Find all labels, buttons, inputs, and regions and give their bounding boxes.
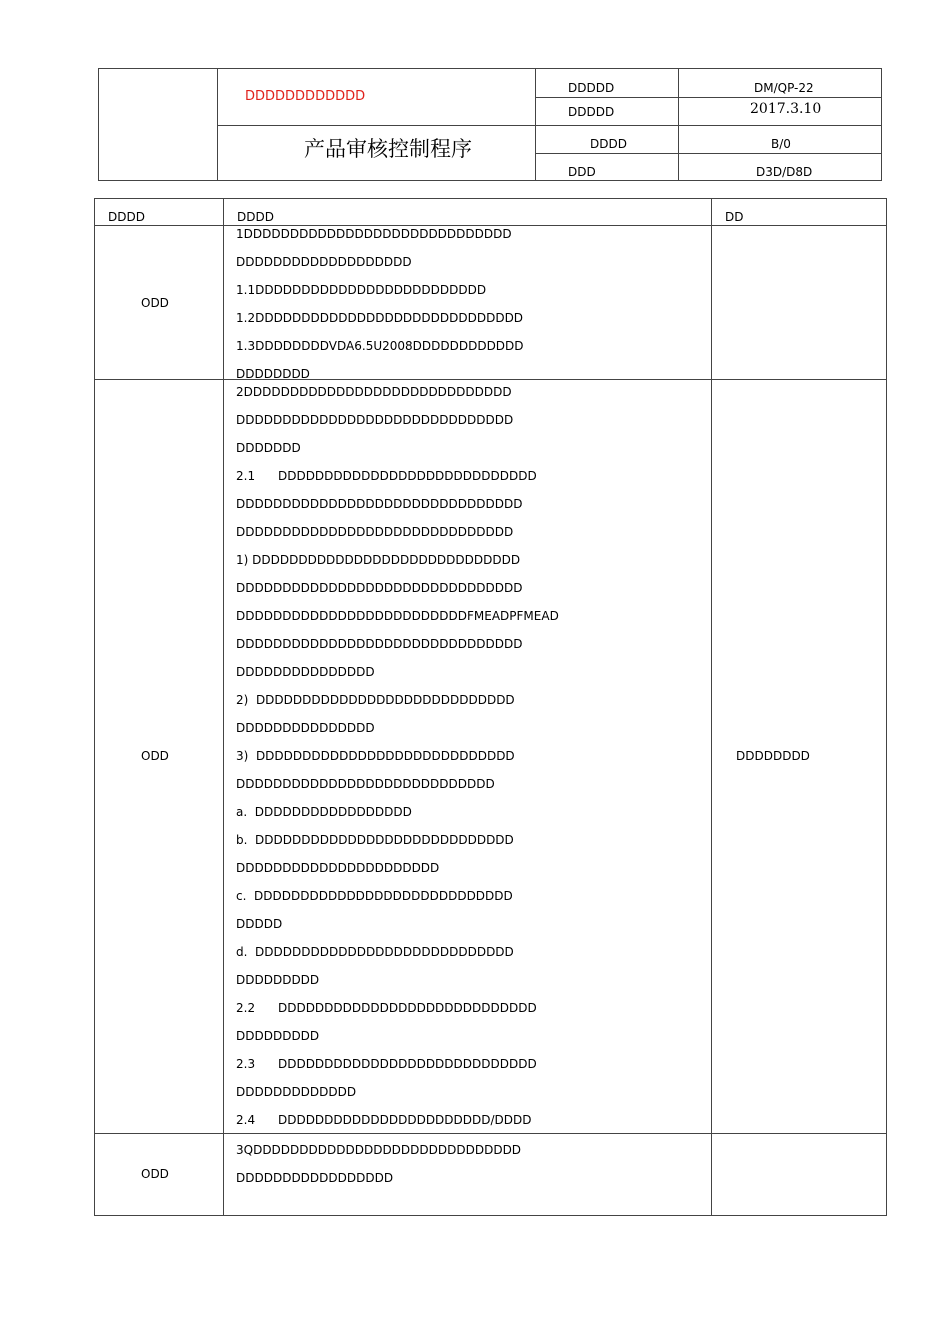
text-line: d. DDDDDDDDDDDDDDDDDDDDDDDDDDDD xyxy=(236,945,514,959)
text-line: DDDDDDDDDDDDDDDDDDDDDDDDDDDDDD xyxy=(236,413,514,427)
issue-date-label: DDDDD xyxy=(568,105,615,119)
text-line: DDDDDDD xyxy=(236,441,301,455)
issue-date-value: 2017.3.10 xyxy=(750,101,822,117)
row-2-note: DDDDDDDD xyxy=(736,749,810,763)
page-value: D3D/D8D xyxy=(756,165,813,179)
text-line: 3QDDDDDDDDDDDDDDDDDDDDDDDDDDDDD xyxy=(236,1143,522,1157)
company-name: DDDDDDDDDDDD xyxy=(245,89,366,104)
text-line: DDDDDDDDDDDDDDDDD xyxy=(236,1171,394,1185)
header-table xyxy=(98,68,882,181)
text-line: DDDDDDDDDDDDDDDDDDDDDD xyxy=(236,861,440,875)
text-line: c. DDDDDDDDDDDDDDDDDDDDDDDDDDDD xyxy=(236,889,513,903)
text-line: 2.1 DDDDDDDDDDDDDDDDDDDDDDDDDDDD xyxy=(236,469,537,483)
column-header-content: DDDD xyxy=(237,210,274,224)
text-line: DDDDDDDDD xyxy=(236,1029,320,1043)
text-line: DDDDDDDDDDDDDDDDDDDDDDDDDDDD xyxy=(236,777,495,791)
column-header-note: DD xyxy=(725,210,744,224)
text-line: DDDDDDDDDDDDDDDDDDDDDDDDDDDDDDD xyxy=(236,637,523,651)
row-3-stage: ODD xyxy=(141,1167,169,1181)
text-line: 1.3DDDDDDDDVDA6.5U2008DDDDDDDDDDDD xyxy=(236,339,524,353)
doc-number-label: DDDDD xyxy=(568,81,615,95)
row-2-content xyxy=(236,378,706,1132)
version-label: DDDD xyxy=(590,137,627,151)
version-value: B/0 xyxy=(771,137,791,151)
text-line: DDDDDDDDDDDDDDDDDDDDDDDDDDDDDDD xyxy=(236,497,523,511)
text-line: 2DDDDDDDDDDDDDDDDDDDDDDDDDDDDD xyxy=(236,385,512,399)
text-line: 2.4 DDDDDDDDDDDDDDDDDDDDDDD/DDDD xyxy=(236,1113,532,1127)
row-2-stage: ODD xyxy=(141,749,169,763)
text-line: 3) DDDDDDDDDDDDDDDDDDDDDDDDDDDD xyxy=(236,749,515,763)
text-line: DDDDDDDD xyxy=(236,367,310,378)
row-3-content xyxy=(236,1136,706,1212)
text-line: DDDDDDDDDDDDDDD xyxy=(236,665,375,679)
row-1-stage: ODD xyxy=(141,296,169,310)
doc-number-value: DM/QP-22 xyxy=(754,81,814,95)
text-line: DDDDDDDDDDDDDDDDDDD xyxy=(236,255,412,269)
text-line: DDDDDDDDD xyxy=(236,973,320,987)
text-line: 1) DDDDDDDDDDDDDDDDDDDDDDDDDDDDD xyxy=(236,553,521,567)
row-1-content xyxy=(236,220,706,378)
text-line: b. DDDDDDDDDDDDDDDDDDDDDDDDDDDD xyxy=(236,833,514,847)
text-line: 1.1DDDDDDDDDDDDDDDDDDDDDDDDD xyxy=(236,283,487,297)
text-line: DDDDDDDDDDDDD xyxy=(236,1085,357,1099)
text-line: 1DDDDDDDDDDDDDDDDDDDDDDDDDDDDD xyxy=(236,227,512,241)
text-line: DDDDDDDDDDDDDDDDDDDDDDDDDFMEADPFMEAD xyxy=(236,609,559,623)
document-title: 产品审核控制程序 xyxy=(304,137,472,161)
text-line: DDDDDDDDDDDDDDDDDDDDDDDDDDDDDDD xyxy=(236,581,523,595)
text-line: 2) DDDDDDDDDDDDDDDDDDDDDDDDDDDD xyxy=(236,693,515,707)
text-line: a. DDDDDDDDDDDDDDDDD xyxy=(236,805,412,819)
text-line: 1.2DDDDDDDDDDDDDDDDDDDDDDDDDDDDD xyxy=(236,311,524,325)
text-line: DDDDD xyxy=(236,917,283,931)
column-header-stage: DDDD xyxy=(108,210,145,224)
text-line: 2.2 DDDDDDDDDDDDDDDDDDDDDDDDDDDD xyxy=(236,1001,537,1015)
text-line: DDDDDDDDDDDDDDDDDDDDDDDDDDDDDD xyxy=(236,525,514,539)
page-label: DDD xyxy=(568,165,596,179)
text-line: DDDDDDDDDDDDDDD xyxy=(236,721,375,735)
text-line: 2.3 DDDDDDDDDDDDDDDDDDDDDDDDDDDD xyxy=(236,1057,537,1071)
